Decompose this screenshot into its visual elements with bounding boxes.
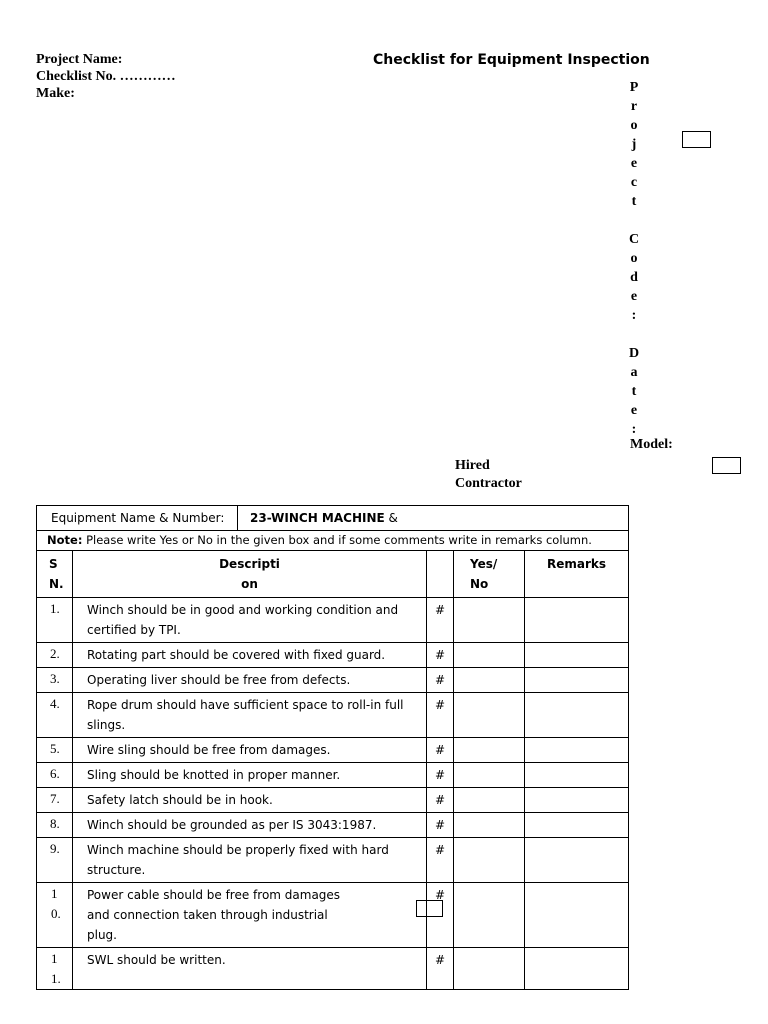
vertical-letter: e [630,403,638,418]
note-text: Please write Yes or No in the given box and if some comments write in remarks column. [82,533,592,547]
row-yesno-field[interactable] [454,883,525,948]
hired-label: Hired [455,458,490,473]
row-yesno-field[interactable] [454,693,525,738]
row-yesno-field[interactable] [454,948,525,990]
row-remarks-field[interactable] [525,883,629,948]
col-header-mark [427,551,454,598]
row-description: Safety latch should be in hook. [73,788,427,813]
vertical-letter: a [630,365,638,380]
row-sn: 1. [37,598,73,643]
vertical-letter: P [629,80,639,95]
row-mark: # [427,763,454,788]
row-sn: 4. [37,693,73,738]
table-row [37,763,629,788]
row-mark: # [427,738,454,763]
vertical-letter: : [631,422,637,437]
row-description: Winch should be grounded as per IS 3043:1987. [73,813,427,838]
vertical-letter: t [631,194,637,209]
row-description-line: and connection taken through industrial [87,908,328,922]
row-mark: # [427,788,454,813]
checklist-no-label: Checklist No. ………… [36,69,176,84]
table-row [37,948,629,990]
row-yesno-field[interactable] [454,838,525,883]
equipment-value-suffix: & [384,511,398,525]
vertical-letter: j [631,137,637,152]
row-remarks-field[interactable] [525,693,629,738]
vertical-letter: D [628,346,640,361]
row-remarks-field[interactable] [525,838,629,883]
row-sn: 1 0. [37,883,73,948]
vertical-letter [627,325,641,344]
col-header-yesno: Yes/ No [454,551,525,598]
row-yesno-field[interactable] [454,598,525,643]
note-cell [37,531,629,551]
row-sn: 7. [37,788,73,813]
equipment-label-cell [37,506,238,531]
vertical-letter: : [631,308,637,323]
project-code-date-vertical [627,78,641,439]
vertical-letter: o [630,251,638,266]
row-description: Operating liver should be free from defects. [73,668,427,693]
vertical-letter: c [630,175,638,190]
vertical-letter: e [630,156,638,171]
row-mark: # [427,598,454,643]
contractor-label: Contractor [455,476,522,491]
row-remarks-field[interactable] [525,668,629,693]
table-row [37,598,629,643]
row-description: Winch machine should be properly fixed with hard structure. [73,838,427,883]
row-sn: 8. [37,813,73,838]
vertical-letter: r [630,99,638,114]
header-fields [36,51,176,102]
table-row [37,738,629,763]
row-remarks-field[interactable] [525,788,629,813]
hired-contractor-label [455,457,522,493]
vertical-letter: o [630,118,638,133]
model-label: Model: [630,437,673,452]
model-box[interactable] [712,457,741,474]
row-sn: 5. [37,738,73,763]
row-yesno-field[interactable] [454,763,525,788]
project-name-label: Project Name: [36,52,123,67]
row-remarks-field[interactable] [525,643,629,668]
row-remarks-field[interactable] [525,948,629,990]
row-mark: # [427,838,454,883]
row-description [73,883,427,948]
row-sn: 1 1. [37,948,73,990]
vertical-letter: C [628,232,640,247]
cable-check-box[interactable] [416,900,443,917]
row-remarks-field[interactable] [525,738,629,763]
row-description-line: Power cable should be free from damages [87,888,341,902]
row-mark: # [427,813,454,838]
row-description: SWL should be written. [73,948,427,990]
row-yesno-field[interactable] [454,643,525,668]
row-mark: # [427,693,454,738]
vertical-letter: e [630,289,638,304]
row-description: Sling should be knotted in proper manner. [73,763,427,788]
col-header-description [73,551,427,598]
col-header-description-1: Descripti [219,557,280,571]
vertical-letter: d [630,270,638,285]
equipment-value-cell[interactable] [238,506,629,531]
row-sn: 2. [37,643,73,668]
row-description: Wire sling should be free from damages. [73,738,427,763]
equipment-label: Equipment Name & Number: [51,511,225,525]
row-description: Rope drum should have sufficient space to roll-in full slings. [73,693,427,738]
row-mark: # [427,643,454,668]
table-row [37,643,629,668]
vertical-letter [627,211,641,230]
row-mark: # [427,948,454,990]
row-description: Rotating part should be covered with fixed guard. [73,643,427,668]
row-description-line: plug. [87,928,117,942]
row-sn: 6. [37,763,73,788]
table-row [37,883,629,948]
row-remarks-field[interactable] [525,598,629,643]
table-row [37,788,629,813]
row-mark: # [427,668,454,693]
col-header-remarks: Remarks [525,551,629,598]
row-yesno-field[interactable] [454,668,525,693]
col-header-sn: S N. [37,551,73,598]
row-yesno-field[interactable] [454,813,525,838]
note-label: Note: [47,533,83,547]
col-header-description-2: on [241,577,258,591]
table-row [37,838,629,883]
table-row [37,813,629,838]
row-sn: 3. [37,668,73,693]
table-row [37,693,629,738]
row-sn: 9. [37,838,73,883]
row-remarks-field[interactable] [525,763,629,788]
checklist-table [36,505,629,990]
row-mark: # [427,883,454,948]
table-row [37,668,629,693]
vertical-letter: t [631,384,637,399]
page-title: Checklist for Equipment Inspection [373,52,650,68]
equipment-value: 23-WINCH MACHINE [250,511,385,525]
row-yesno-field[interactable] [454,788,525,813]
row-description: Winch should be in good and working condition and certified by TPI. [73,598,427,643]
row-remarks-field[interactable] [525,813,629,838]
row-yesno-field[interactable] [454,738,525,763]
make-label: Make: [36,86,75,101]
project-code-box[interactable] [682,131,711,148]
